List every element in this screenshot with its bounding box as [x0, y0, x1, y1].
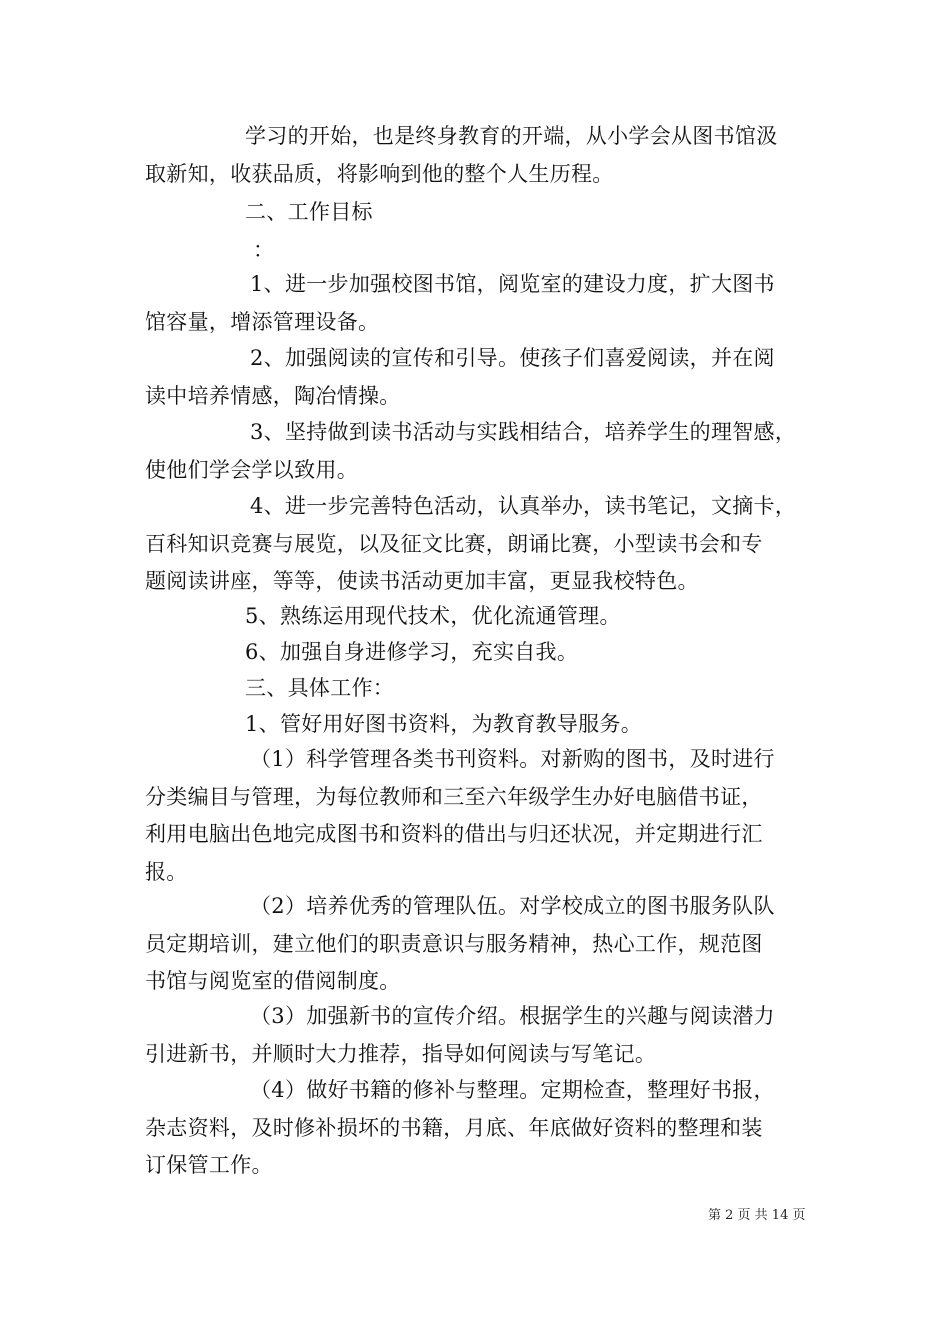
text-line: 题阅读讲座，等等，使读书活动更加丰富，更显我校特色。 [145, 569, 699, 594]
paragraph [145, 232, 810, 270]
section-heading [145, 194, 810, 232]
text-line: 员定期培训，建立他们的职责意识与服务精神，热心工作，规范图 [145, 931, 763, 956]
section-heading [145, 670, 810, 708]
text-line: 百科知识竞赛与展览，以及征文比赛，朗诵比赛，小型读书会和专 [145, 531, 763, 556]
page-number: 第 2 页 共 14 页 [708, 1208, 806, 1223]
text-line: 读中培养情感，陶冶情操。 [145, 383, 401, 408]
paragraph [145, 998, 810, 1073]
text-line: 5、熟练运用现代技术，优化流通管理。 [245, 604, 621, 628]
text-line: 利用电脑出色地完成图书和资料的借出与归还状况，并定期进行汇 [145, 822, 763, 847]
text-line: 3、坚持做到读书活动与实践相结合，培养学生的理智感， [250, 420, 797, 444]
text-line: 馆容量，增添管理设备。 [145, 309, 380, 334]
text-line: （2）培养优秀的管理队伍。对学校成立的图书服务队队 [250, 894, 775, 918]
text-line: （4）做好书籍的修补与整理。定期检查，整理好书报， [250, 1078, 775, 1102]
text-line: 1、管好用好图书资料，为教育教导服务。 [245, 712, 643, 736]
text-line: （3）加强新书的宣传介绍。根据学生的兴趣与阅读潜力 [250, 1004, 775, 1028]
text-line: ： [253, 238, 275, 262]
paragraph [145, 488, 810, 601]
text-line: 引进新书，并顺时大力推荐，指导如何阅读与写笔记。 [145, 1041, 657, 1066]
paragraph [145, 118, 810, 193]
paragraph [145, 634, 810, 672]
paragraph [145, 706, 810, 744]
paragraph [145, 266, 810, 341]
text-line: 4、进一步完善特色活动，认真举办，读书笔记，文摘卡， [250, 494, 797, 518]
text-line: 书馆与阅览室的借阅制度。 [145, 969, 401, 994]
text-line: （1）科学管理各类书刊资料。对新购的图书，及时进行 [250, 747, 775, 771]
paragraph [145, 1072, 810, 1185]
paragraph [145, 414, 810, 489]
text-line: 取新知，收获品质，将影响到他的整个人生历程。 [145, 161, 614, 186]
text-line: 学习的开始，也是终身教育的开端，从小学会从图书馆汲 [245, 124, 778, 148]
text-line: 二、工作目标 [245, 200, 373, 224]
paragraph [145, 598, 810, 636]
paragraph [145, 741, 810, 891]
paragraph [145, 888, 810, 1001]
paragraph [145, 340, 810, 415]
text-line: 订保管工作。 [145, 1153, 273, 1178]
text-line: 杂志资料，及时修补损坏的书籍，月底、年底做好资料的整理和装 [145, 1115, 763, 1140]
text-line: 1、进一步加强校图书馆，阅览室的建设力度，扩大图书 [250, 272, 775, 296]
text-line: 报。 [145, 859, 188, 884]
text-line: 三、具体工作： [245, 676, 395, 700]
text-line: 分类编目与管理，为每位教师和三至六年级学生办好电脑借书证， [145, 784, 763, 809]
text-line: 使他们学会学以致用。 [145, 457, 358, 482]
text-line: 2、加强阅读的宣传和引导。使孩子们喜爱阅读，并在阅 [250, 346, 775, 370]
text-line: 6、加强自身进修学习，充实自我。 [245, 640, 579, 664]
